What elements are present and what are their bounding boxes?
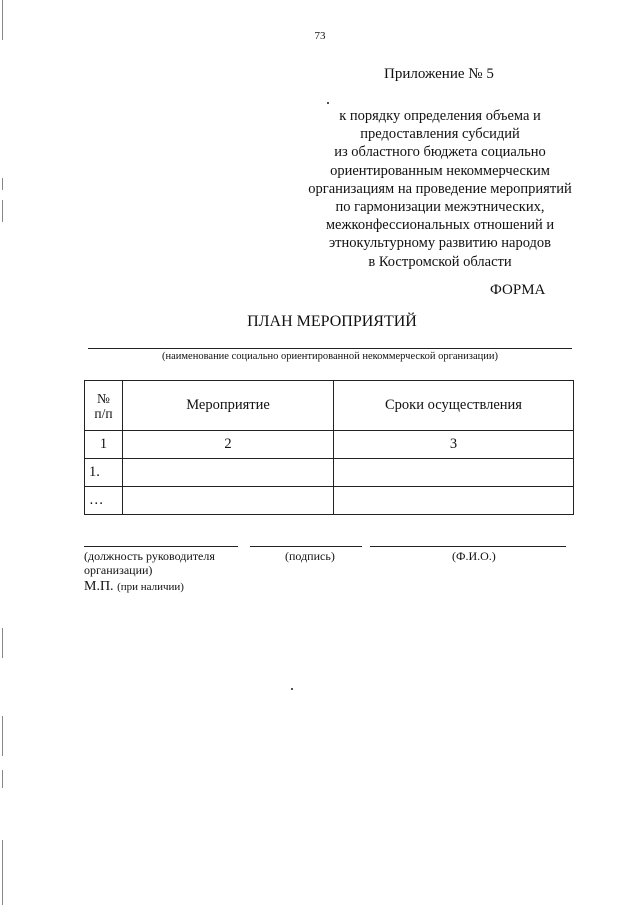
appendix-line: к порядку определения объема и — [339, 108, 541, 124]
position-caption-line2: организации) — [84, 563, 153, 577]
organization-name-line — [88, 348, 572, 349]
appendix-line: предоставления субсидий — [360, 126, 520, 143]
row-number: … — [85, 487, 123, 515]
position-caption — [84, 549, 215, 577]
appendix-line: ориентированным некоммерческим — [330, 162, 550, 179]
stamp-label: М.П. — [84, 579, 114, 594]
scan-dot — [291, 688, 293, 690]
event-cell — [123, 487, 334, 515]
header-event: Мероприятие — [123, 381, 334, 431]
table-row — [85, 487, 574, 515]
appendix-line: межконфессиональных отношений и — [325, 217, 555, 234]
position-caption-line1: (должность руководителя — [84, 549, 215, 563]
name-signature-line — [370, 546, 566, 547]
row-number: 1. — [85, 459, 123, 487]
table-header-row — [85, 381, 574, 431]
column-numbering-row — [85, 431, 574, 459]
position-signature-line — [84, 546, 238, 547]
margin-mark — [2, 770, 3, 788]
appendix-line: по гармонизации межэтнических, — [335, 199, 545, 216]
column-number: 3 — [334, 431, 574, 459]
margin-mark — [2, 628, 3, 658]
margin-mark — [2, 178, 3, 190]
header-number-line1: № — [97, 390, 110, 406]
appendix-line: в Костромской области — [368, 253, 512, 270]
margin-mark — [2, 840, 3, 905]
appendix-line: организациям на проведение мероприятий — [308, 180, 572, 197]
column-number: 2 — [123, 431, 334, 459]
appendix-title: Приложение № 5 — [384, 66, 494, 82]
events-table — [84, 380, 574, 515]
stamp-condition: (при наличии) — [117, 581, 184, 593]
plan-title: ПЛАН МЕРОПРИЯТИЙ — [247, 313, 417, 330]
event-cell — [123, 459, 334, 487]
signature-line — [250, 546, 362, 547]
signature-caption: (подпись) — [285, 549, 335, 563]
appendix-description — [290, 107, 590, 271]
name-caption: (Ф.И.О.) — [452, 549, 496, 563]
scan-dot — [327, 102, 329, 104]
dates-cell — [334, 459, 574, 487]
margin-mark — [2, 200, 3, 222]
appendix-line: этнокультурному развитию народов — [328, 235, 552, 252]
page-number: 73 — [314, 30, 326, 42]
form-label: ФОРМА — [490, 282, 546, 298]
table-row — [85, 459, 574, 487]
appendix-line: из областного бюджета социально — [334, 144, 546, 161]
header-dates: Сроки осуществления — [334, 381, 574, 431]
header-number — [85, 381, 123, 431]
organization-name-caption: (наименование социально ориентированной некоммерческой организации) — [162, 351, 498, 362]
dates-cell — [334, 487, 574, 515]
header-number-line2: п/п — [94, 405, 113, 421]
stamp-note — [84, 579, 184, 595]
margin-mark — [2, 716, 3, 756]
column-number: 1 — [85, 431, 123, 459]
